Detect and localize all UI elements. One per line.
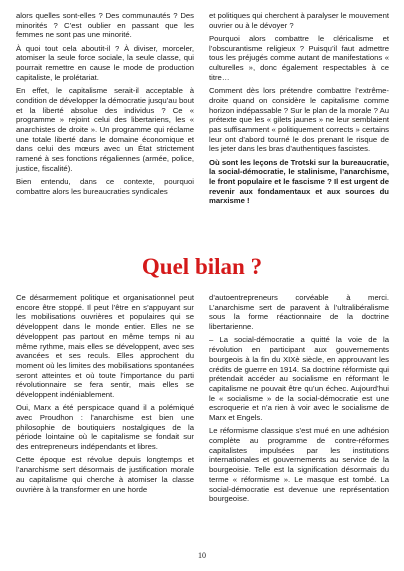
paragraph: et politiques qui cherchent à paralyser le mouvement ouvrier ou à le dévoyer ?	[209, 11, 389, 30]
bold-paragraph: Où sont les leçons de Trotski sur la bureaucratie, la social-démocratie, le stalinisme, l’anarchisme, le front populaire et le fascisme ? Il est urgent de revenir aux fondamentaux et aux sources du marxisme !	[209, 157, 389, 206]
paragraph: Cette époque est révolue depuis longtemps et l’anarchisme sert désormais de justification morale au capitalisme qui cherche à atomiser la classe ouvrière à la transformer en une horde	[16, 455, 194, 494]
paragraph: alors quelles sont-elles ? Des communautés ? Des minorités ? C’est oublier en passant que les femmes ne sont pas une minorité.	[16, 11, 194, 40]
paragraph: Le réformisme classique s’est mué en une adhésion complète au programme de contre-réformes capitalistes impulsées par les institutions internationales et gouvernements au service de la bourgeoisie. Telle est la signification désormais du terme « réformisme ». Le masque est tombé. La social-démocratie est devenue une représentation bourgeoise.	[209, 426, 389, 504]
paragraph: Pourquoi alors combattre le cléricalisme et l’obscurantisme religieux ? Puisqu’il faut admettre tous les préjugés comme autant de manifestations « culturelles », donc également respectables à ce titre…	[209, 34, 389, 82]
paragraph: À quoi tout cela aboutit-il ? À diviser, morceler, atomiser la seule force sociale, la seule classe, qui pourrait remettre en cause le mode de production capitaliste, le prolétariat.	[16, 43, 194, 82]
paragraph: d’autoentrepreneurs corvéable à merci. L’anarchisme sert de paravent à l’ultralibéralisme sous la forme réactionnaire de la doctrine libertarienne.	[209, 293, 389, 332]
paragraph: Comment dès lors prétendre combattre l’extrême-droite quand on considère le capitalisme comme horizon indépassable ? Sur le plan de la morale ? Au prétexte que les « gilets jaunes » ne leur semblaient pas suffisamment « politiquement corrects » certains leur ont d’abord tourné le dos prenant le risque de les jeter dans les bras d’authentiques fascistes.	[209, 86, 389, 154]
column-top-left	[16, 11, 194, 200]
column-top-right	[209, 11, 389, 210]
paragraph: – La social-démocratie a quitté la voie de la révolution en participant aux gouvernements bourgeois à la fin du XIXè siècle, en approuvant les crédits de guerre en 1914. Sa doctrine réformiste qui prétendait accéder au socialisme en réformant le capitalisme ne pouvait être qu’un échec. Aujourd’hui le « socialisme » de la social-démocratie est une escroquerie et n’a rien à voir avec le socialisme de Marx et Engels.	[209, 335, 389, 423]
paragraph: Ce désarmement politique et organisationnel peut encore être stoppé. Il peut l’être en s’appuyant sur les mobilisations ouvrières et populaires qui se développent dans le monde entier. Elles ne se développent pas partout en même temps ni au même rythme, mais elles se développent, avec ses avancées et ses reculs. Elles approchent du moment où les limites des mobilisations spontanées seront atteintes et où toute l’importance du parti révolutionnaire se fera sentir, mais elles se développent indéniablement.	[16, 293, 194, 400]
page-number: 10	[198, 551, 206, 560]
paragraph: Bien entendu, dans ce contexte, pourquoi combattre alors les bureaucraties syndicales	[16, 177, 194, 196]
section-heading: Quel bilan ?	[141, 254, 263, 279]
paragraph: Oui, Marx a été perspicace quand il a polémiqué avec Proudhon : l’anarchisme est bien une philosophie de boutiquiers nostalgiques de la période lointaine où le capitalisme se fondait sur des entrepreneurs indépendants et libres.	[16, 403, 194, 452]
column-bottom-right	[209, 293, 389, 508]
column-bottom-left	[16, 293, 194, 498]
paragraph: En effet, le capitalisme serait-il acceptable à condition de développer la démocratie jusqu’au bout et la liberté absolue des individus ? Ce « programme » rejoint celui des libertariens, les « anarchistes de droite ». Un programme qui réclame une totale liberté dans le domaine économique et dans celui des mœurs avec un État strictement ramené à ses fonctions régaliennes (armée, police, justice, fiscalité).	[16, 86, 194, 173]
